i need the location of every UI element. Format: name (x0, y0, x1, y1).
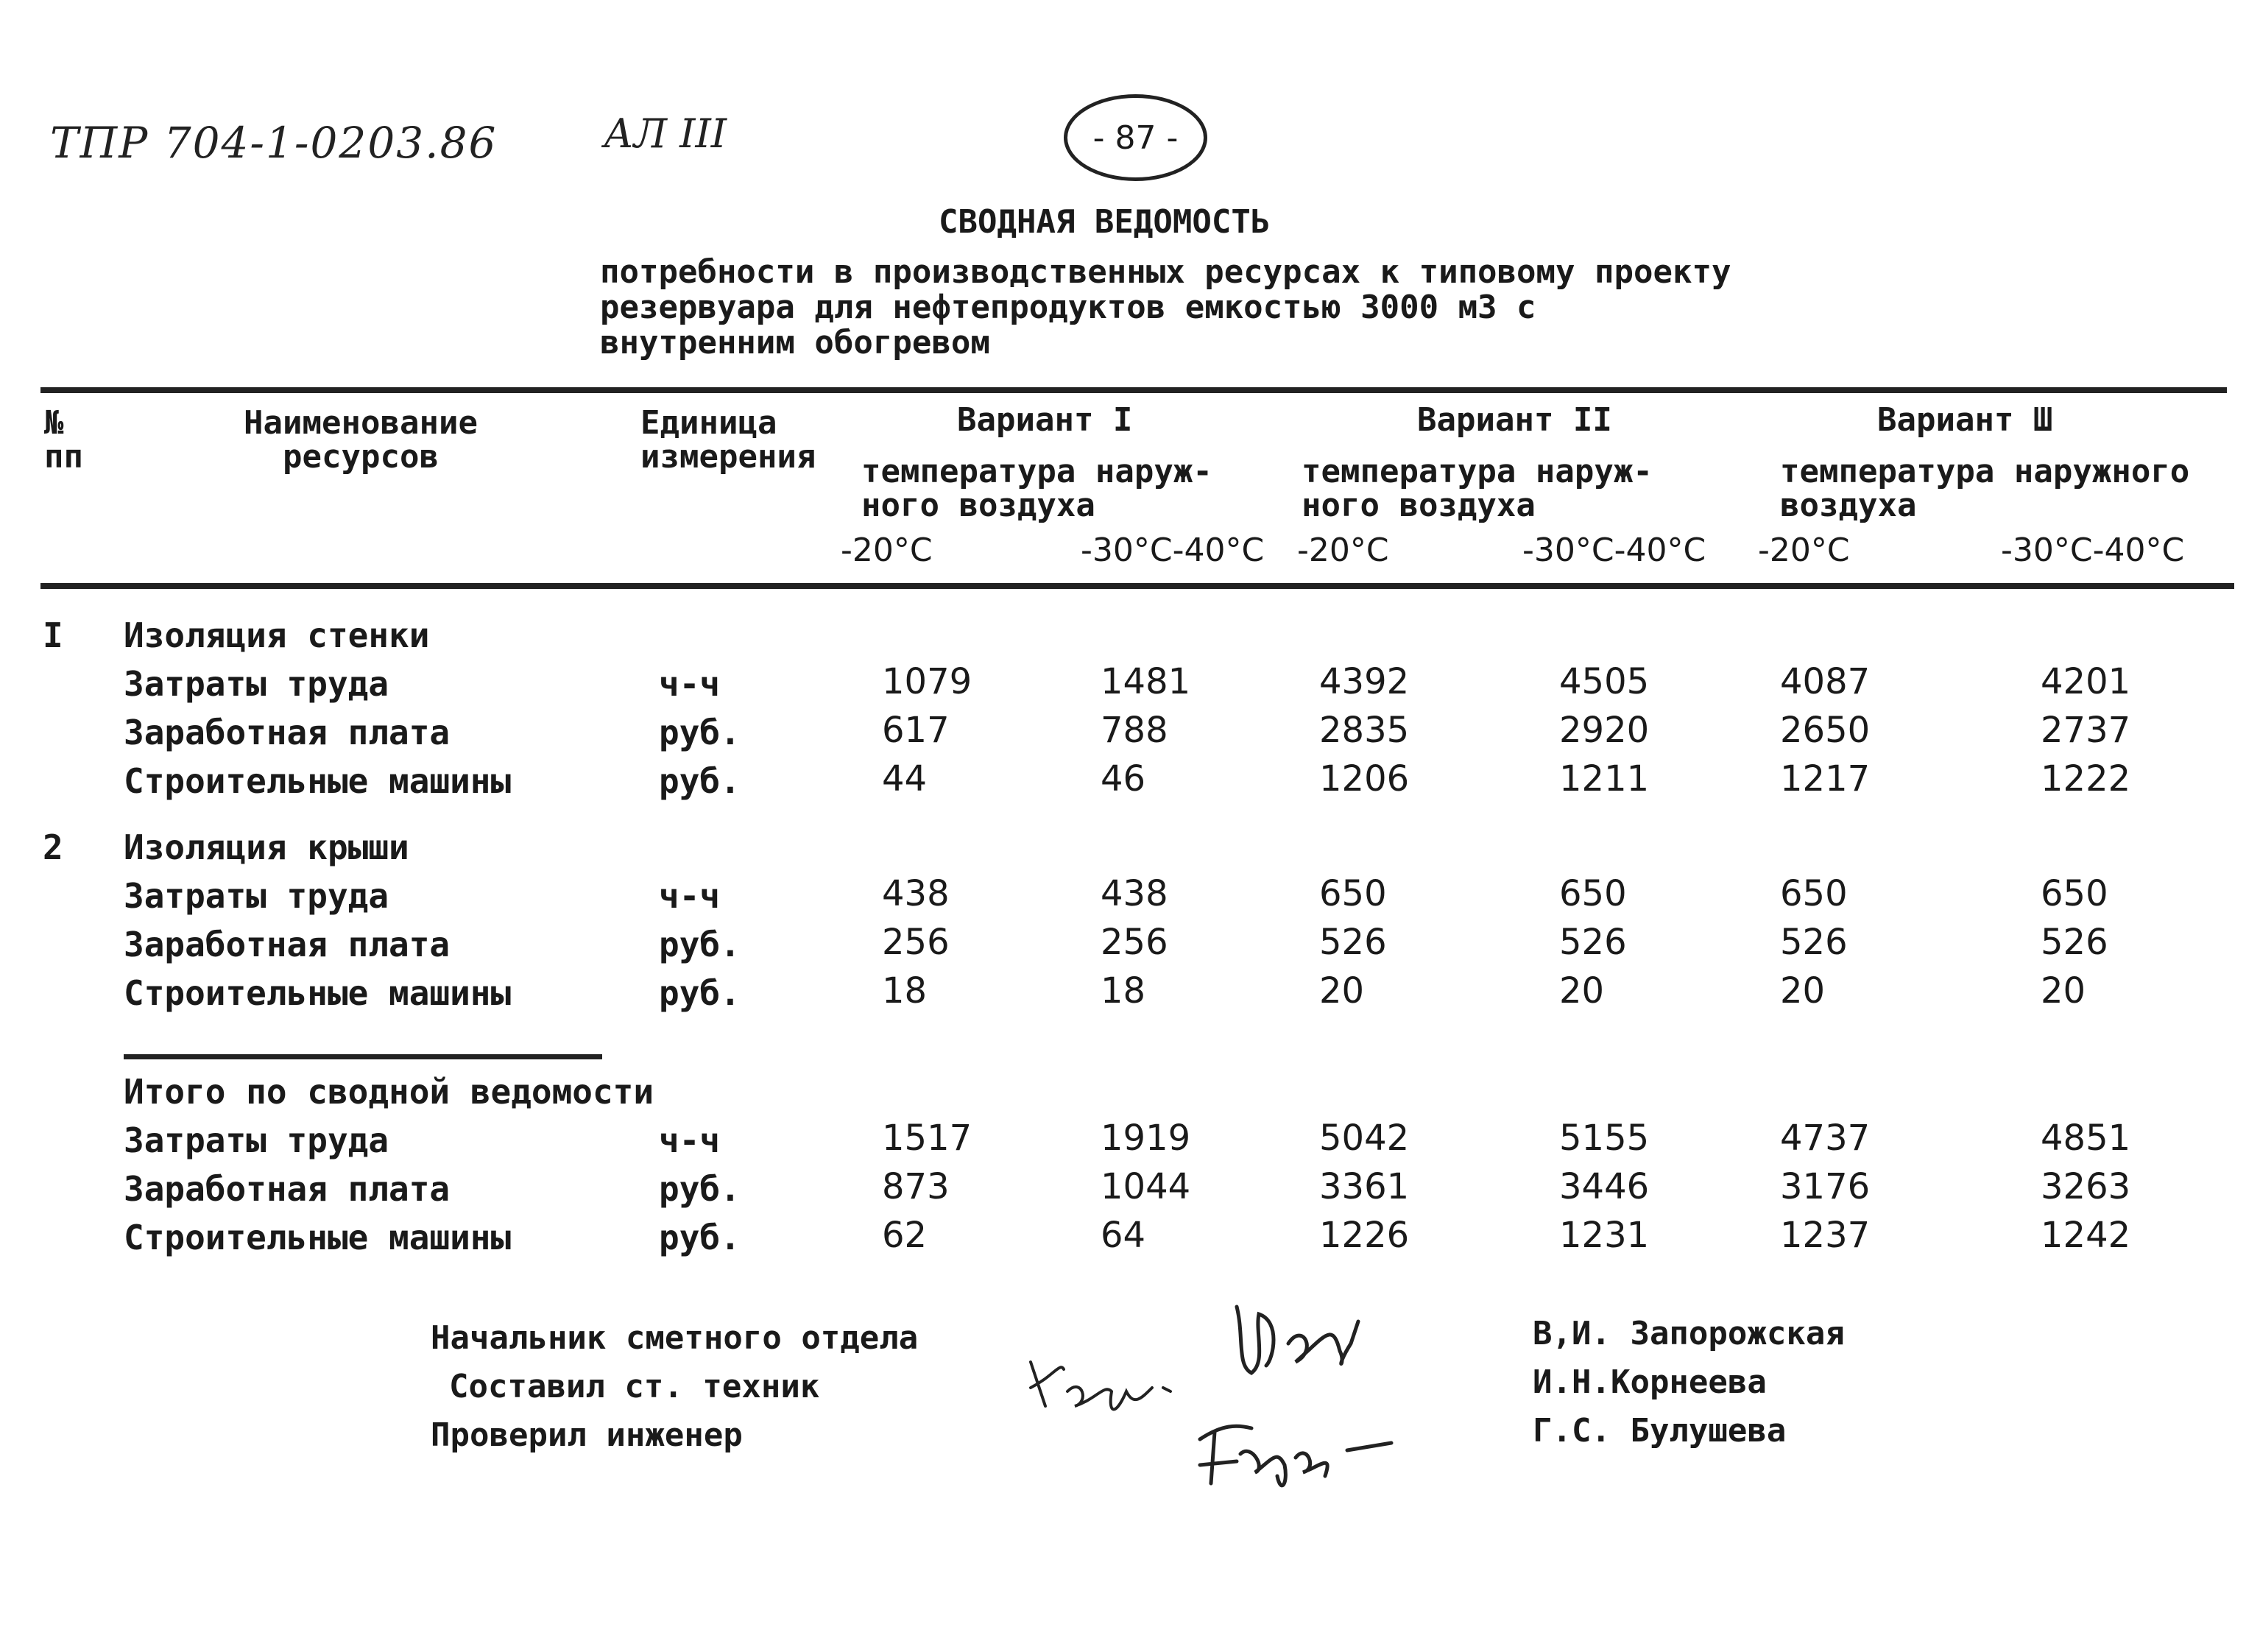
value-v2-20: 5042 (1319, 1118, 1410, 1159)
table-header-rule (40, 583, 2234, 589)
value-v2-30-40: 3446 (1559, 1166, 1650, 1207)
value-v1-20: 44 (882, 758, 928, 799)
variant-2-temp-30-40: -30°C-40°C (1522, 532, 1706, 569)
value-v2-20: 1226 (1319, 1215, 1410, 1256)
value-v1-30-40: 46 (1101, 758, 1146, 799)
row-name: Строительные машины (124, 1218, 512, 1257)
signature-role: Проверил инженер (431, 1416, 743, 1454)
row-name: Заработная плата (124, 713, 451, 752)
row-name: Заработная плата (124, 1169, 451, 1209)
value-v2-30-40: 2920 (1559, 710, 1650, 751)
value-v3-20: 2650 (1780, 710, 1871, 751)
value-v1-20: 1079 (882, 661, 972, 702)
section-1-title: Изоляция стенки (124, 615, 430, 655)
signature-role: Начальник сметного отдела (431, 1319, 919, 1357)
value-v1-20: 1517 (882, 1118, 972, 1159)
value-v2-30-40: 1231 (1559, 1215, 1650, 1256)
value-v2-30-40: 1211 (1559, 758, 1650, 799)
value-v2-30-40: 20 (1559, 970, 1605, 1012)
row-name: Строительные машины (124, 761, 512, 801)
value-v3-20: 526 (1780, 922, 1848, 963)
row-unit: руб. (659, 973, 741, 1013)
value-v1-30-40: 1481 (1101, 661, 1191, 702)
row-name: Заработная плата (124, 925, 451, 964)
value-v2-30-40: 526 (1559, 922, 1627, 963)
value-v3-20: 650 (1780, 873, 1848, 914)
subtitle-line: резервуара для нефтепродуктов емкостью 3000 м3 с (600, 289, 1536, 326)
value-v2-30-40: 4505 (1559, 661, 1650, 702)
table-top-rule (40, 387, 2227, 393)
total-separator-rule (124, 1054, 602, 1059)
signature-role: Составил ст. техник (449, 1368, 820, 1405)
value-v1-30-40: 18 (1101, 970, 1146, 1012)
value-v1-30-40: 256 (1101, 922, 1168, 963)
value-v2-20: 1206 (1319, 758, 1410, 799)
page-number-circle (1064, 94, 1207, 181)
row-unit: руб. (659, 761, 741, 801)
value-v3-30-40: 20 (2041, 970, 2086, 1012)
value-v2-20: 650 (1319, 873, 1387, 914)
document-code: ТПР 704-1-0203.86 (50, 118, 498, 168)
variant-2-temp-label: температура наруж- ного воздуха (1302, 453, 1653, 524)
value-v2-30-40: 5155 (1559, 1118, 1650, 1159)
variant-2-temp-20: -20°C (1297, 532, 1389, 569)
section-1-num: I (43, 615, 63, 655)
value-v3-20: 4087 (1780, 661, 1871, 702)
col-header-name: Наименование ресурсов (244, 404, 478, 476)
value-v2-20: 4392 (1319, 661, 1410, 702)
value-v1-30-40: 1919 (1101, 1118, 1191, 1159)
value-v3-30-40: 3263 (2041, 1166, 2131, 1207)
section-2-num: 2 (43, 827, 63, 867)
value-v2-20: 3361 (1319, 1166, 1410, 1207)
value-v1-20: 256 (882, 922, 950, 963)
handwritten-signature (1222, 1292, 1369, 1388)
value-v1-30-40: 788 (1101, 710, 1168, 751)
document-title: СВОДНАЯ ВЕДОМОСТЬ (939, 203, 1271, 241)
value-v1-20: 18 (882, 970, 928, 1012)
value-v1-30-40: 64 (1101, 1215, 1146, 1256)
row-unit: ч-ч (659, 664, 721, 704)
value-v1-20: 438 (882, 873, 950, 914)
value-v3-30-40: 4201 (2041, 661, 2131, 702)
total-title: Итого по сводной ведомости (124, 1072, 654, 1112)
section-2-title: Изоляция крыши (124, 827, 409, 867)
variant-3-title: Вариант Ш (1877, 401, 2053, 439)
value-v2-20: 20 (1319, 970, 1365, 1012)
page-number: - 87 - (1092, 119, 1179, 157)
value-v3-30-40: 1222 (2041, 758, 2131, 799)
handwritten-signature (1023, 1347, 1200, 1421)
variant-3-temp-20: -20°C (1758, 532, 1850, 569)
value-v3-20: 3176 (1780, 1166, 1871, 1207)
value-v3-20: 20 (1780, 970, 1826, 1012)
variant-1-temp-label: температура наруж- ного воздуха (861, 453, 1212, 524)
handwritten-signature (1185, 1402, 1406, 1498)
subtitle-line: потребности в производственных ресурсах к типовому проекту (600, 253, 1731, 291)
variant-2-title: Вариант II (1417, 401, 1612, 439)
subtitle-line: внутренним обогревом (600, 324, 990, 361)
variant-3-temp-30-40: -30°C-40°C (2001, 532, 2185, 569)
row-unit: ч-ч (659, 876, 721, 916)
variant-1-title: Вариант I (957, 401, 1133, 439)
row-name: Затраты труда (124, 1120, 389, 1160)
signature-person: В,И. Запорожская (1533, 1315, 1845, 1352)
variant-1-temp-30-40: -30°C-40°C (1081, 532, 1265, 569)
appendix-mark: АЛ III (604, 110, 727, 157)
col-header-num: № пп (44, 404, 83, 476)
document-subtitle (600, 255, 1731, 361)
value-v1-30-40: 1044 (1101, 1166, 1191, 1207)
value-v1-20: 617 (882, 710, 950, 751)
value-v3-30-40: 4851 (2041, 1118, 2131, 1159)
value-v1-20: 873 (882, 1166, 950, 1207)
value-v3-30-40: 1242 (2041, 1215, 2131, 1256)
value-v2-20: 526 (1319, 922, 1387, 963)
value-v3-20: 4737 (1780, 1118, 1871, 1159)
variant-1-temp-20: -20°C (841, 532, 933, 569)
row-unit: руб. (659, 925, 741, 964)
col-header-unit: Единица измерения (640, 404, 816, 476)
value-v3-20: 1237 (1780, 1215, 1871, 1256)
row-unit: руб. (659, 1218, 741, 1257)
row-name: Строительные машины (124, 973, 512, 1013)
value-v1-20: 62 (882, 1215, 928, 1256)
row-name: Затраты труда (124, 876, 389, 916)
row-name: Затраты труда (124, 664, 389, 704)
value-v3-30-40: 650 (2041, 873, 2108, 914)
value-v2-30-40: 650 (1559, 873, 1627, 914)
variant-3-temp-label: температура наружного воздуха (1780, 453, 2190, 524)
row-unit: руб. (659, 713, 741, 752)
signature-person: И.Н.Корнеева (1533, 1363, 1767, 1401)
value-v3-20: 1217 (1780, 758, 1871, 799)
value-v1-30-40: 438 (1101, 873, 1168, 914)
value-v2-20: 2835 (1319, 710, 1410, 751)
row-unit: ч-ч (659, 1120, 721, 1160)
value-v3-30-40: 2737 (2041, 710, 2131, 751)
row-unit: руб. (659, 1169, 741, 1209)
signature-person: Г.С. Булушева (1533, 1412, 1787, 1450)
value-v3-30-40: 526 (2041, 922, 2108, 963)
